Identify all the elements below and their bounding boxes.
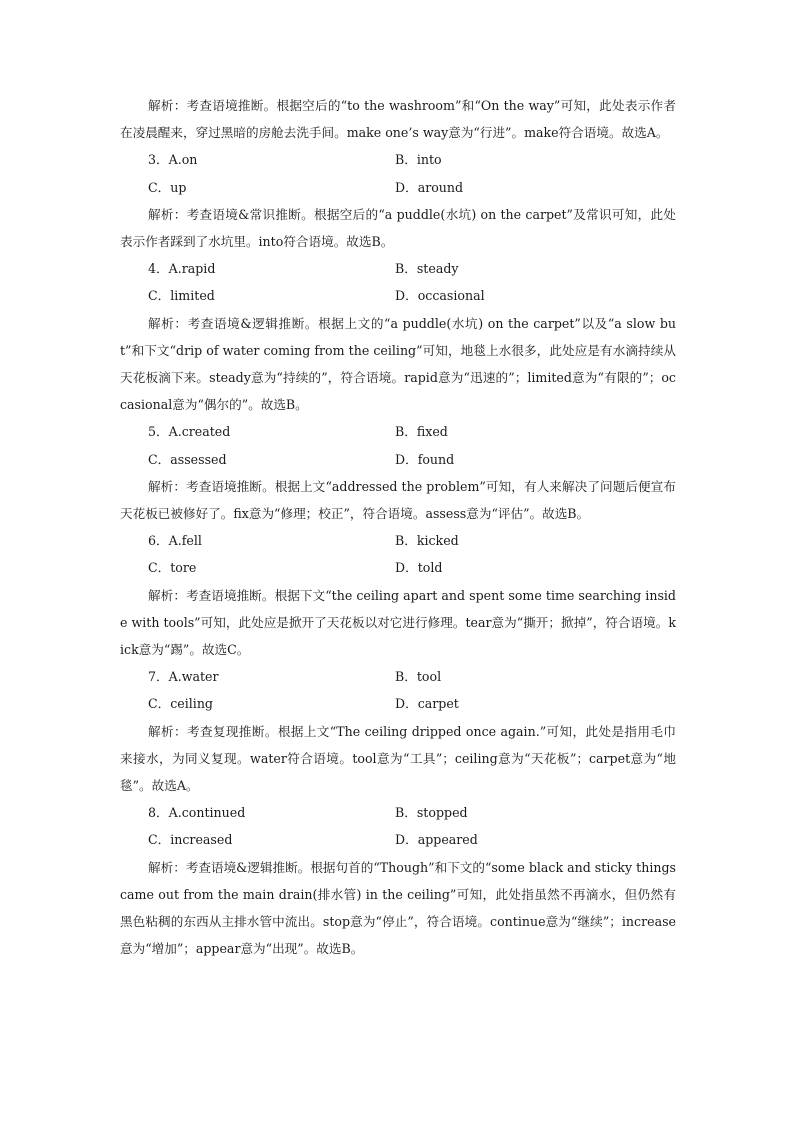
explanation-paragraph: 解析：考查语境&常识推断。根据空后的“a puddle(水坑) on the carpet”及常识可知，此处表示作者踩到了水坑里。into符合语境。故选B。	[120, 206, 676, 249]
explanation-paragraph: 解析：考查复现推断。根据上文“The ceiling dripped once again.”可知，此处是指用毛巾来接水，为同义复现。water符合语境。tool意为“工具”；ceiling意为“天花板”；carpet意为“地毯”。故选A。	[120, 723, 676, 793]
document-content	[120, 92, 676, 962]
option-right: D．around	[395, 179, 464, 195]
option-left: 6．A.fell	[148, 533, 202, 549]
option-right: B．fixed	[395, 424, 448, 440]
explanation-paragraph: 解析：考查语境推断。根据上文“addressed the problem”可知，有人来解决了问题后便宣布天花板已被修好了。fix意为“修理；校正”，符合语境。assess意为“评估”。故选B。	[120, 478, 676, 521]
option-right: B．into	[395, 152, 442, 168]
option-right: B．kicked	[395, 533, 459, 549]
option-left: C．ceiling	[148, 696, 213, 712]
options-row	[120, 799, 676, 826]
option-left: 4．A.rapid	[148, 261, 216, 277]
options-row	[120, 446, 676, 473]
option-right: B．tool	[395, 669, 442, 685]
options-row	[120, 527, 676, 554]
option-right: D．found	[395, 451, 455, 467]
options-row	[120, 418, 676, 445]
explanation-paragraph: 解析：考查语境&逻辑推断。根据上文的“a puddle(水坑) on the carpet”以及“a slow but”和下文“drip of water coming from the ceiling”可知，地毯上水很多，此处应是有水滴持续从天花板滴下来。steady意为“持续的”，符合语境。rapid意为“迅速的”；limited意为“有限的”；occasional意为“偶尔的”。故选B。	[120, 315, 676, 413]
option-left: C．up	[148, 179, 187, 195]
options-row	[120, 146, 676, 173]
option-left: 8．A.continued	[148, 805, 246, 821]
option-right: B．steady	[395, 261, 459, 277]
options-row	[120, 826, 676, 853]
option-right: D．occasional	[395, 288, 485, 304]
options-row	[120, 282, 676, 309]
option-left: 7．A.water	[148, 669, 219, 685]
options-row	[120, 663, 676, 690]
explanation-paragraph: 解析：考查语境推断。根据下文“the ceiling apart and spent some time searching inside with tools”可知，此处应是掀开了天花板以对它进行修理。tear意为“撕开；掀掉”，符合语境。kick意为“踢”。故选C。	[120, 587, 676, 657]
option-right: D．told	[395, 560, 443, 576]
option-left: C．tore	[148, 560, 197, 576]
option-right: D．carpet	[395, 696, 459, 712]
option-left: 5．A.created	[148, 424, 231, 440]
explanation-paragraph: 解析：考查语境推断。根据空后的“to the washroom”和“On the way”可知，此处表示作者在凌晨醒来，穿过黑暗的房舱去洗手间。make one’s way意为“行进”。make符合语境。故选A。	[120, 98, 676, 141]
options-row	[120, 690, 676, 717]
options-row	[120, 255, 676, 282]
option-left: C．assessed	[148, 451, 227, 467]
option-left: 3．A.on	[148, 152, 198, 168]
options-row	[120, 554, 676, 581]
option-left: C．limited	[148, 288, 215, 304]
option-right: D．appeared	[395, 832, 478, 848]
option-left: C．increased	[148, 832, 233, 848]
explanation-paragraph: 解析：考查语境&逻辑推断。根据句首的“Though”和下文的“some black and sticky things came out from the main drain(排水管) in the ceiling”可知，此处指虽然不再滴水，但仍然有黑色粘稠的东西从主排水管中流出。stop意为“停止”，符合语境。continue意为“继续”；increase意为“增加”；appear意为“出现”。故选B。	[120, 859, 676, 957]
option-right: B．stopped	[395, 805, 468, 821]
options-row	[120, 174, 676, 201]
